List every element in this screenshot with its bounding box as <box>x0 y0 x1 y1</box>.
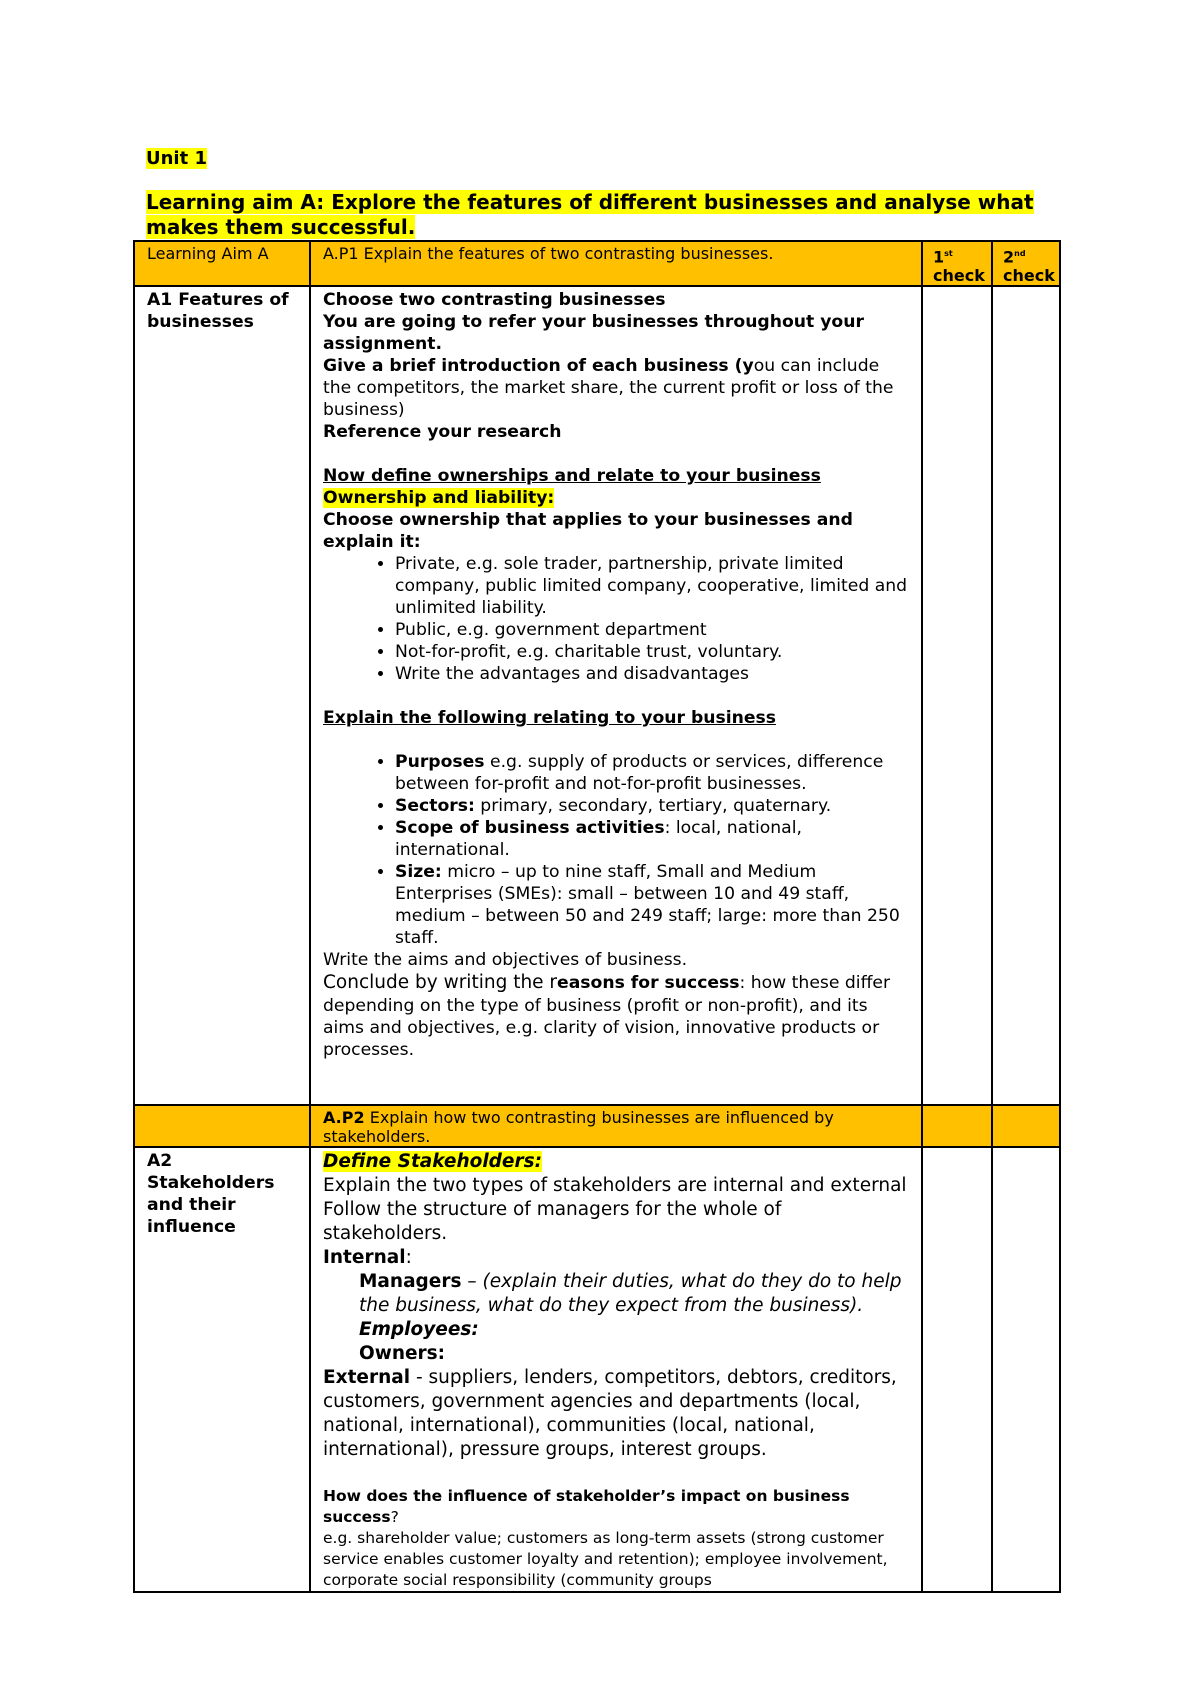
owners-line: Owners: <box>359 1343 446 1365</box>
employees-line: Employees: <box>359 1319 479 1341</box>
header-first-check: 1st check <box>922 241 992 286</box>
learning-aim-heading: Learning aim A: Explore the features of different businesses and analyse what makes them successful. <box>146 190 1034 239</box>
explain-heading: Explain the following relating to your business <box>323 708 776 729</box>
a1-line-refer: You are going to refer your businesses throughout your assignment. <box>323 312 864 355</box>
ap2-criterion: A.P2 Explain how two contrasting businesses are influenced by stakeholders. <box>310 1105 922 1147</box>
list-item: • Sectors: primary, secondary, tertiary, quaternary. <box>395 795 911 817</box>
a1-first-check-cell <box>922 286 992 1105</box>
ap2-row <box>134 1105 1060 1147</box>
ap2-empty-cell <box>134 1105 310 1147</box>
list-item: • Scope of business activities: local, national, international. <box>395 817 911 861</box>
list-item: • Not-for-profit, e.g. charitable trust, voluntary. <box>395 641 911 663</box>
list-item: • Public, e.g. government department <box>395 619 911 641</box>
list-item: • Write the advantages and disadvantages <box>395 663 911 685</box>
conclude-paragraph: Conclude by writing the reasons for success: how these differ depending on the type of business (profit or non-profit), and its aims and objectives, e.g. clarity of vision, innovative products or processes. <box>323 972 891 1061</box>
list-item: • Purposes e.g. supply of products or services, difference between for-profit and not-for-profit businesses. <box>395 751 911 795</box>
header-row <box>134 241 1060 286</box>
a1-second-check-cell <box>992 286 1060 1105</box>
managers-line: Managers – (explain their duties, what do they do to help the business, what do they expect from the business). <box>359 1271 902 1317</box>
influence-question: How does the influence of stakeholder’s impact on business success? <box>323 1487 850 1527</box>
unit-title: Unit 1 <box>146 148 207 169</box>
header-second-check: 2nd check <box>992 241 1060 286</box>
assignment-table <box>133 240 1061 1593</box>
ap2-first-check-cell <box>922 1105 992 1147</box>
ownership-instruction: Choose ownership that applies to your businesses and explain it: <box>323 510 853 553</box>
a1-line-intro: Give a brief introduction of each business (you can include the competitors, the market share, the current profit or loss of the business) <box>323 356 894 421</box>
header-learning-aim: Learning Aim A <box>134 241 310 286</box>
a1-line-reference: Reference your research <box>323 422 562 443</box>
a1-label: A1 Features of businesses <box>134 286 310 1105</box>
influence-text: e.g. shareholder value; customers as long-term assets (strong customer service enables customer loyalty and retention); employee involvement, corporate social responsibility (community groups <box>323 1529 888 1590</box>
a2-follow-line: Follow the structure of managers for the whole of stakeholders. <box>323 1199 782 1245</box>
a2-explain-line: Explain the two types of stakeholders are internal and external <box>323 1175 907 1197</box>
define-stakeholders: Define Stakeholders: <box>323 1151 543 1173</box>
a2-content <box>310 1147 922 1592</box>
header-criterion: A.P1 Explain the features of two contrasting businesses. <box>310 241 922 286</box>
a2-first-check-cell <box>922 1147 992 1592</box>
ownership-subheading: Ownership and liability: <box>323 488 555 509</box>
a1-content <box>310 286 922 1105</box>
ownership-list <box>323 553 911 685</box>
list-item: • Private, e.g. sole trader, partnership, private limited company, public limited company, cooperative, limited and unlimited liability. <box>395 553 911 619</box>
internal-label: Internal: <box>323 1247 412 1269</box>
list-item: • Size: micro – up to nine staff, Small and Medium Enterprises (SMEs): small – between 10 and 49 staff, medium – between 50 and 249 staff; large: more than 250 staff. <box>395 861 911 949</box>
a1-line-choose: Choose two contrasting businesses <box>323 290 666 311</box>
ownership-heading: Now define ownerships and relate to your business <box>323 466 821 487</box>
a2-row <box>134 1147 1060 1592</box>
a2-label: A2 Stakeholders and their influence <box>134 1147 310 1592</box>
a1-row <box>134 286 1060 1105</box>
ap2-second-check-cell <box>992 1105 1060 1147</box>
external-line: External - suppliers, lenders, competitors, debtors, creditors, customers, government agencies and departments (local, national, international), communities (local, national, international), pressure groups, interest groups. <box>323 1367 897 1461</box>
aims-line: Write the aims and objectives of business. <box>323 950 688 971</box>
features-list <box>323 751 911 949</box>
a2-second-check-cell <box>992 1147 1060 1592</box>
